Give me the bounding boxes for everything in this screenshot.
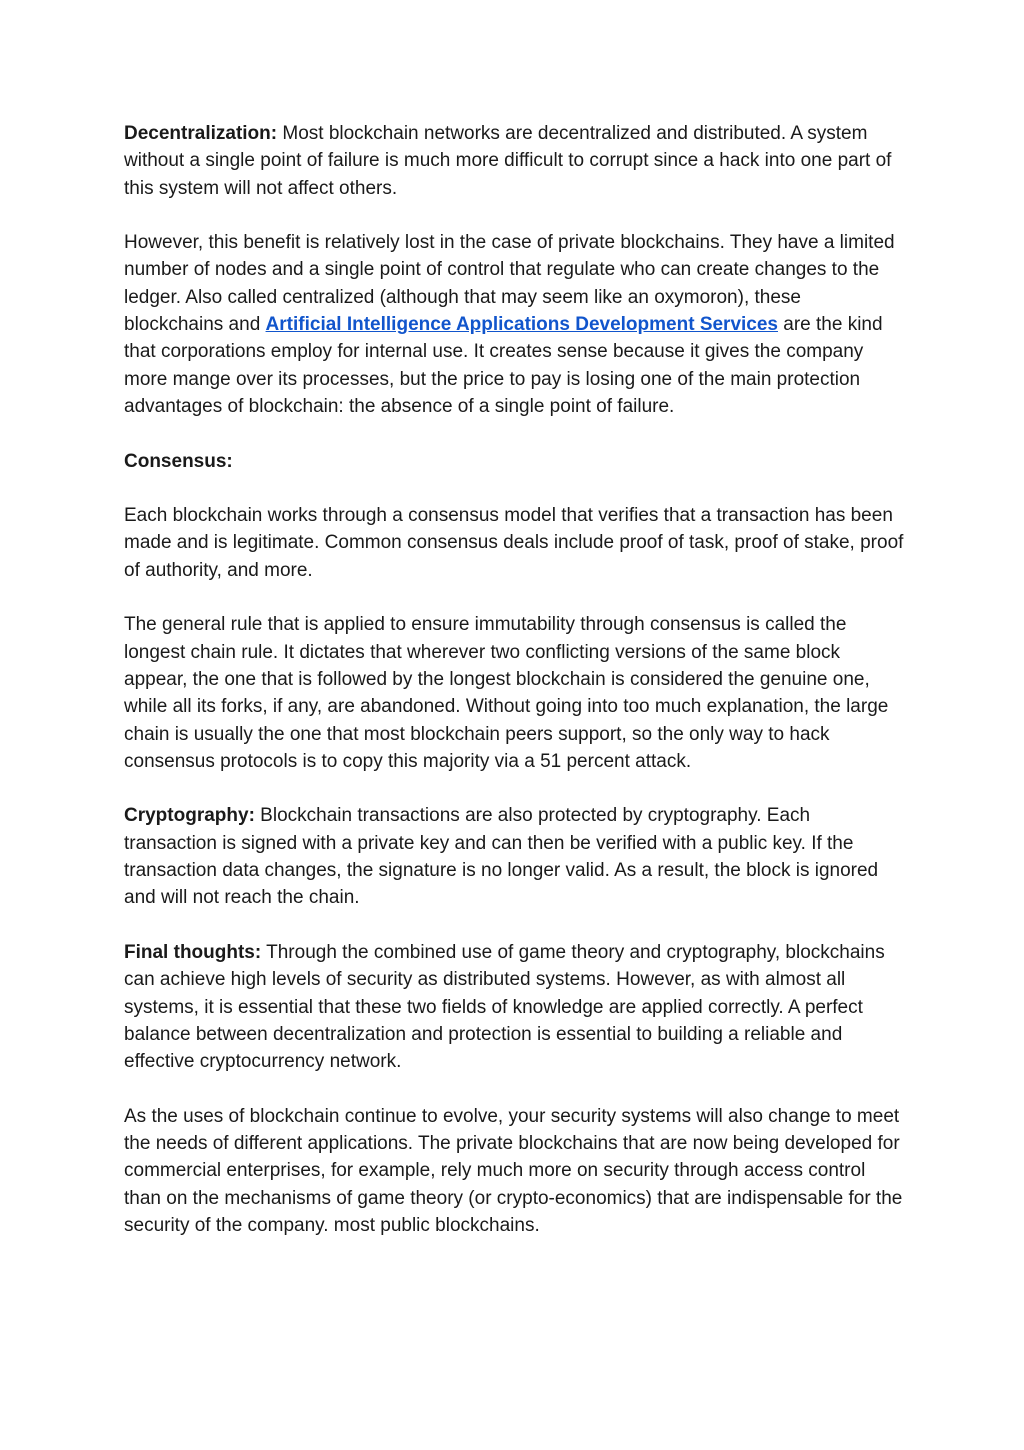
paragraph-consensus-heading xyxy=(124,448,904,475)
heading-cryptography: Cryptography: xyxy=(124,805,255,827)
paragraph-consensus-model xyxy=(124,502,904,584)
paragraph-final-thoughts xyxy=(124,939,904,1075)
paragraph-decentralization xyxy=(124,120,904,202)
paragraph-longest-chain xyxy=(124,611,904,775)
heading-consensus: Consensus: xyxy=(124,450,233,472)
paragraph-text: Through the combined use of game theory and cryptography, blockchains can achieve high levels of security as distributed systems. However, as with almost all systems, it is essential that these two fields of knowledge are applied correctly. A perfect balance between decentralization and protection is essential to building a reliable and effective cryptocurrency network. xyxy=(124,941,885,1073)
paragraph-cryptography xyxy=(124,802,904,911)
paragraph-text: Blockchain transactions are also protected by cryptography. Each transaction is signed with a private key and can then be verified with a public key. If the transaction data changes, the signature is no longer valid. As a result, the block is ignored and will not reach the chain. xyxy=(124,805,879,909)
paragraph-private-blockchains xyxy=(124,229,904,420)
document-page xyxy=(124,120,904,1266)
paragraph-text: Most blockchain networks are decentralized and distributed. A system without a single point of failure is much more difficult to corrupt since a hack into one part of this system will not affect others. xyxy=(124,123,892,199)
paragraph-text: As the uses of blockchain continue to evolve, your security systems will also change to meet the needs of different applications. The private blockchains that are now being developed for commercial enterprises, for example, rely much more on security through access control than on the mechanisms of game theory (or crypto-economics) that are indispensable for the security of the company. most public blockchains. xyxy=(124,1105,903,1236)
heading-final-thoughts: Final thoughts: xyxy=(124,941,262,963)
paragraph-text: are the kind that corporations employ for internal use. It creates sense because it gives the company more mange over its processes, but the price to pay is losing one of the main protection advantages of blockchain: the absence of a single point of failure. xyxy=(124,314,883,417)
heading-decentralization: Decentralization: xyxy=(124,123,278,144)
paragraph-text: The general rule that is applied to ensure immutability through consensus is called the longest chain rule. It dictates that wherever two conflicting versions of the same block appear, the one that is followed by the longest blockchain is considered the genuine one, while all its forks, if any, are abandoned. Without going into too much explanation, the large chain is usually the one that most blockchain peers support, so the only way to hack consensus protocols is to copy this majority via a 51 percent attack. xyxy=(124,614,889,772)
paragraph-blockchain-uses xyxy=(124,1103,904,1239)
paragraph-text: However, this benefit is relatively lost in the case of private blockchains. They have a limited number of nodes and a single point of control that regulate who can create changes to the ledger. Also called centralized (although that may seem like an oxymoron), these blockchains and xyxy=(124,232,895,336)
ai-services-link[interactable]: Artificial Intelligence Applications Development Services xyxy=(265,314,778,336)
paragraph-text: Each blockchain works through a consensus model that verifies that a transaction has been made and is legitimate. Common consensus deals include proof of task, proof of stake, proof of authority, and more. xyxy=(124,505,904,581)
